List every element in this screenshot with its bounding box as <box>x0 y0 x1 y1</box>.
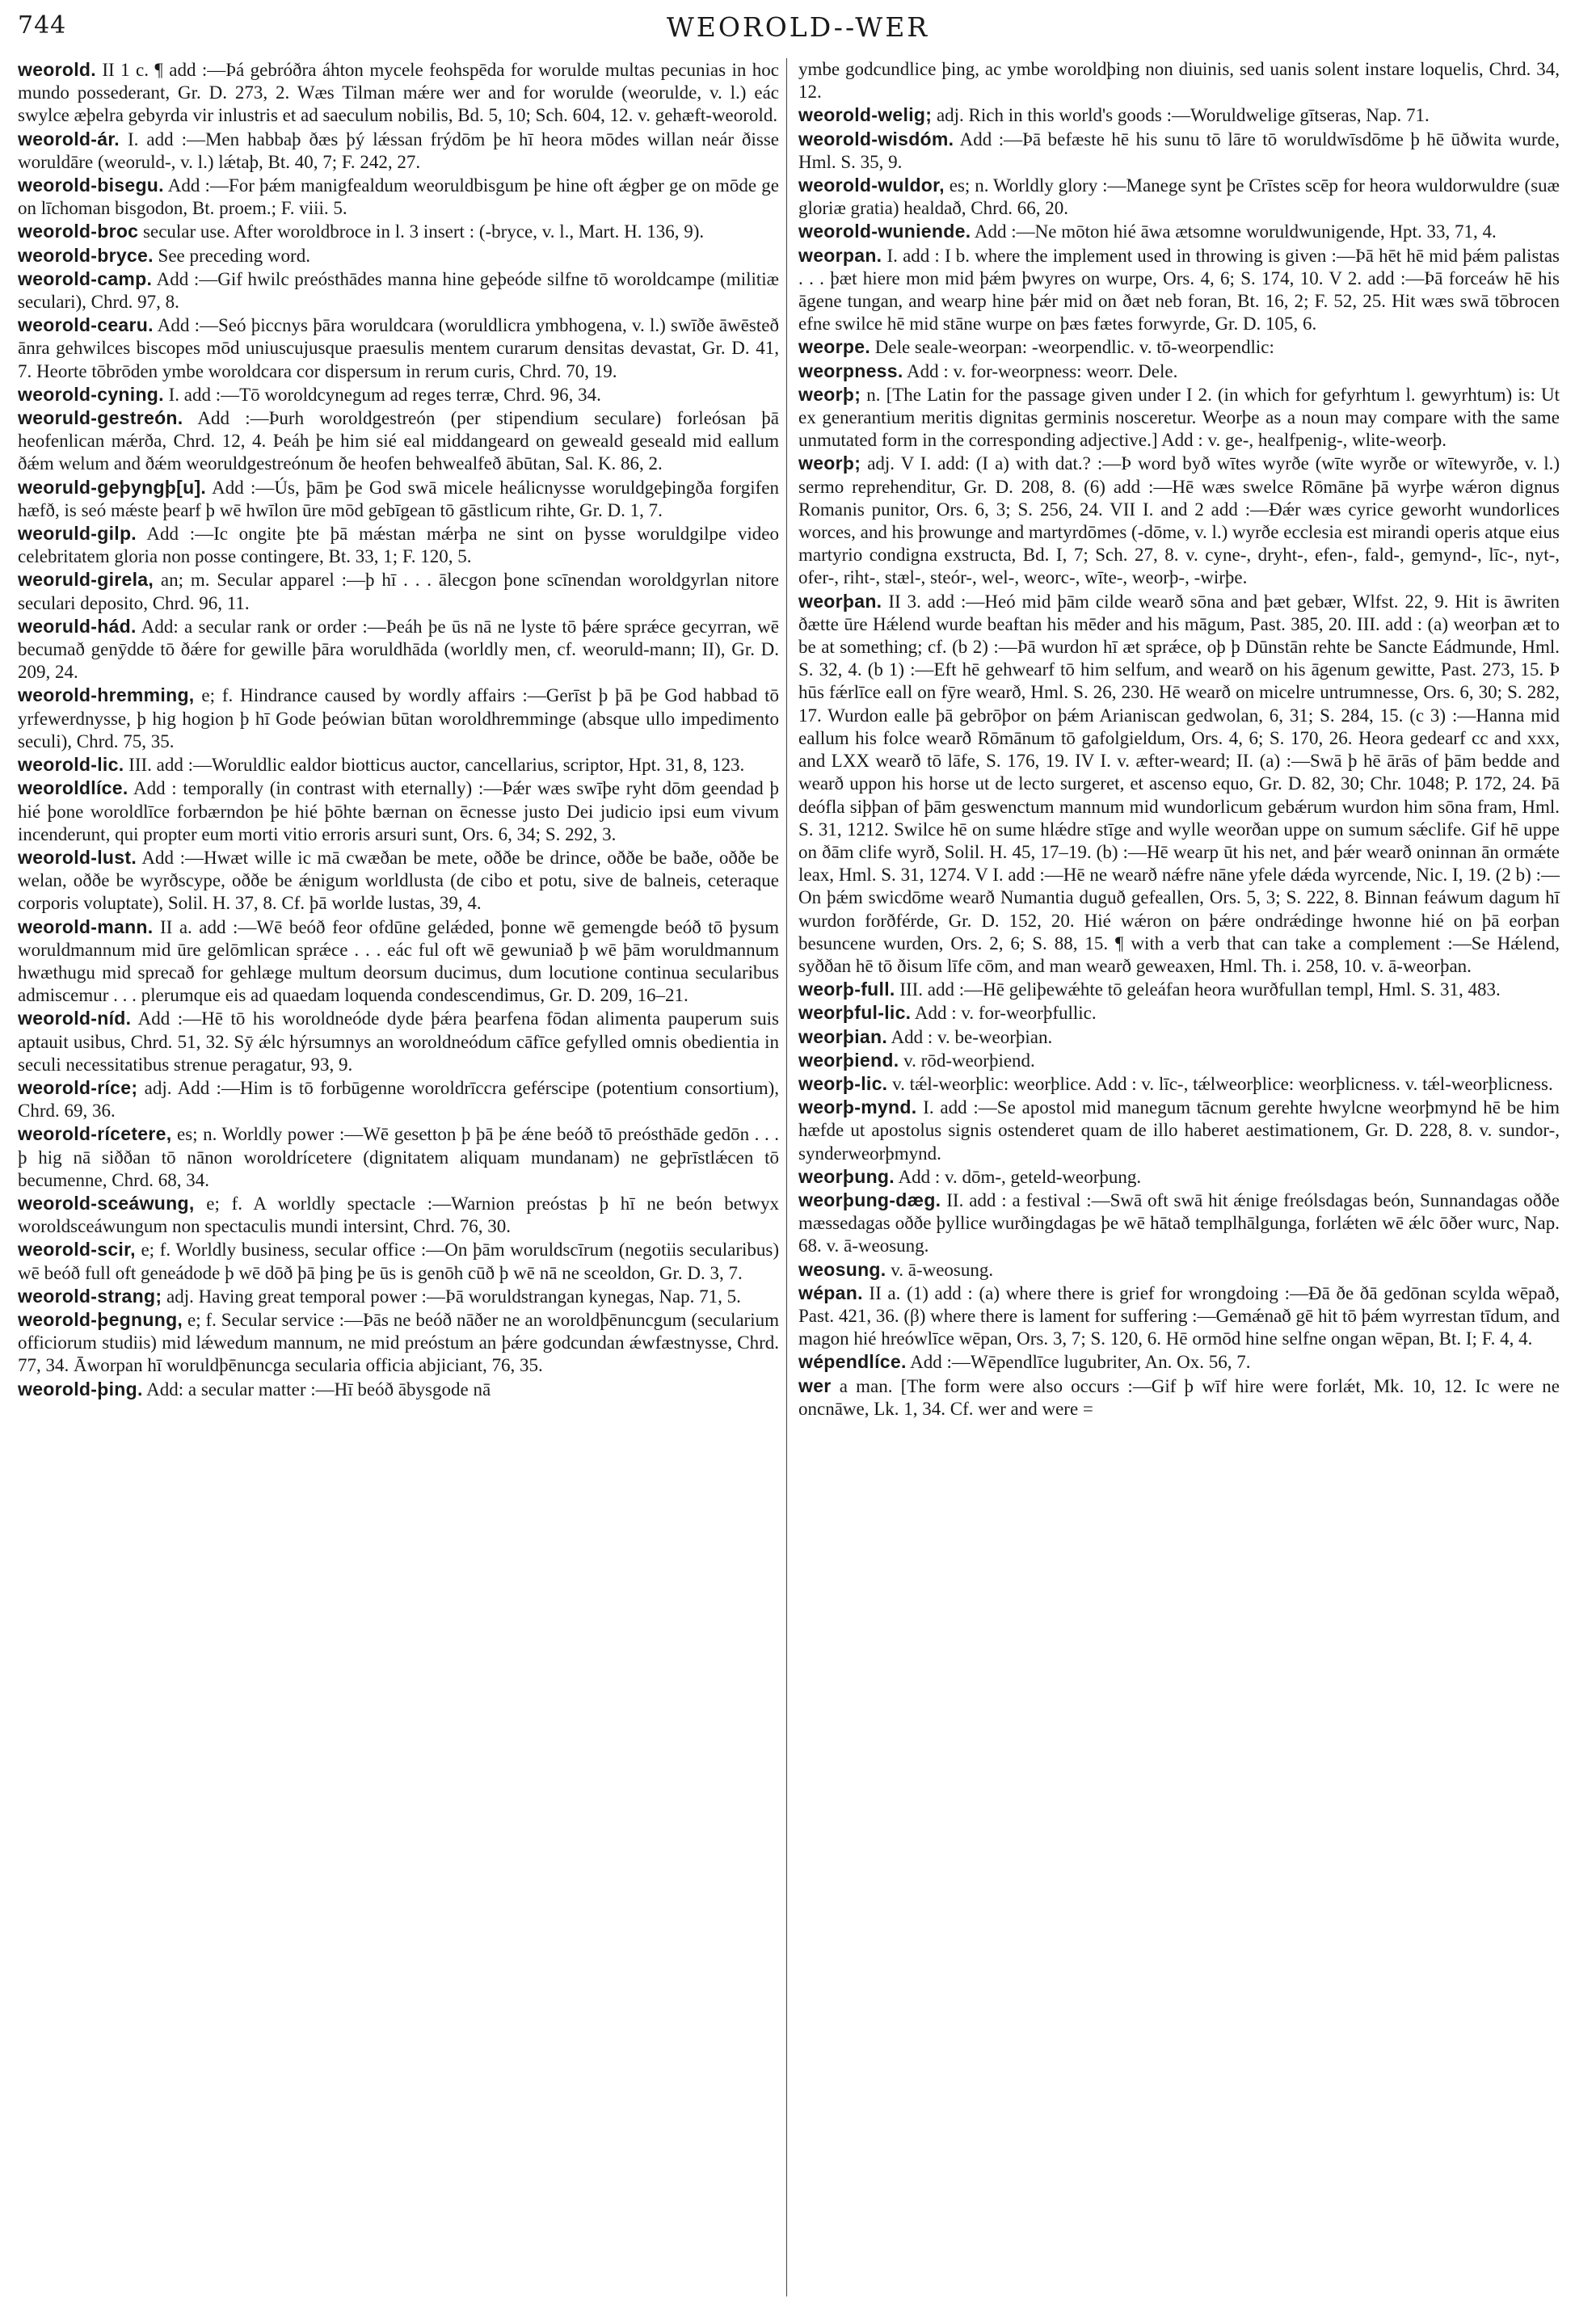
dictionary-entry <box>18 777 779 846</box>
entry-headword: weorþ-lic. <box>798 1072 888 1094</box>
entry-text: adj. V I. add: (I a) with dat.? :—Þ word byð wītes wyrðe (wīte wyrðe or wītewyrðe, v. l.) sermo reprehenditur, Gr. D. 208, 8. (6) add :—Hē wæs swelce Rōmāne þā wyrþe wǽron dignus Romanis punitor, Ors. 6, 3; S. 256, 24. VII I. and 2 add :—Ðǽr wæs cyrice geworht wundorlices worces, and his þrowunge and martyrdōmes (-dōme, v. l.) wyrðe ecclesia est mirandi operis atque eius martyrio condigna exstructa, Bd. I, 7; Sch. 27, 8. v. cyne-, dryht-, efen-, fald-, gemynd-, līc-, nyt-, ofer-, riht-, stæl-, steór-, wel-, weorc-, wīte-, weorþ-, -wirþe. <box>798 453 1560 588</box>
dictionary-entry <box>798 1350 1560 1374</box>
dictionary-entry <box>18 1122 779 1192</box>
entry-headword: weosung. <box>798 1258 886 1280</box>
entry-headword: weoruld-hád. <box>18 615 137 637</box>
entry-headword: weorold-ríce; <box>18 1076 138 1098</box>
entry-headword: weorold-cyning. <box>18 383 164 405</box>
entry-text: Add :—Þurh woroldgestreón (per stipendium seculare) forleósan þā heofenlican mǽrða, Chrd. 12, 4. Þeáh þe him sié eal middangeard on geweald geseald mid eallum ðǽm welum and ðǽm weoruldgestreónum ðe heofen behwealfeð ābūtan, Sal. K. 86, 2. <box>18 408 779 474</box>
entry-headword: weorþ; <box>798 383 861 405</box>
entry-headword: weoruld-geþyngþ[u]. <box>18 476 207 498</box>
entry-headword: weoruld-gestreón. <box>18 407 183 429</box>
entry-text: adj. Having great temporal power :—Þā woruldstrangan kynegas, Nap. 71, 5. <box>162 1286 741 1307</box>
dictionary-entry <box>798 1072 1560 1096</box>
entry-headword: weorold-lic. <box>18 754 124 776</box>
entry-text: II 3. add :—Heó mid þām cilde wearð sōna and þæt gebær, Wlfst. 22, 9. Hit is āwriten ðætte ūre Hǽlend wurde beaftan his mēder and his māgum, Past. 385, 20. III. add : (a) weorþan æt to be at something; cf. (b 2) :—Þā wurdon hī æt sprǽce, oþ þ Dūnstān rehte be Sancte Eádmunde, Hml. S. 32, 4. (b 1) :—Eft hē gehwearf tō him selfum, and wearð on his āgenum gewitte, Past. 273, 15. Þ hūs fǽrlīce eall on fȳre wearð, Hml. S. 26, 230. Hē wearð on micelre untrumnesse, Ors. 6, 30; S. 282, 17. Wurdon ealle þā gebrōþor on þǽm Arianiscan gedwolan, 6, 31; S. 284, 15. (c 3) :—Hanna mid eallum his folce wearð Rōmānum tō gafolgieldum, Ors. 4, 6; S. 170, 26. Heora gedearf cc and xxx, and LXX wearð tō lāfe, S. 176, 19. IV I. v. æfter-weard; II. (a) :—Swā þ hē ārās of þām bedde and wearð uppon his horse ut de lecto surgeret, et ascenso equo, Gr. D. 82, 30; Chr. 1048; P. 172, 24. Þā deófla siþþan of þām geswenctum mannum mid wundorlicum gebǽrum wurdon him sōna fram, Hml. S. 31, 1212. Swilce hē on sume hlǽdre stīge and wylle weorðan uppe on sumum sǽclife. Gif hē uppe on ðām clife wyrð, Solil. H. 45, 17–19. (b) :—Hē wearp ūt his net, and þǽr wearð oninnan ān ormǽte leax, Hml. S. 31, 1274. V I. add :—Hē ne wearð nǽfre nāne yfele dǽda wyrcende, Nic. I, 19. (2 b) :—On þǽm swicdōme wearð Numantia duguð gefeallen, Ors. 5, 3; S. 222, 8. Binnan feáwum dagum hī wurdon forðférde, Gr. D. 152, 20. Hié wǽron on þǽre ondrǽdinge hwonne hié on þā eorþan besuncene wurden, Ors. 2, 6; S. 88, 15. ¶ with a verb that can take a complement :—Se Hǽlend, syððan hē tō ðisum līfe cōm, and man wearð geweaxen, Hml. Th. i. 258, 10. v. ā-weorþan. <box>798 591 1560 976</box>
dictionary-entry <box>18 406 779 476</box>
page-number: 744 <box>18 11 67 40</box>
dictionary-entry <box>18 383 779 406</box>
entry-headword: weorold-ár. <box>18 128 120 149</box>
dictionary-entry <box>18 1308 779 1378</box>
entry-headword: weorold-wuniende. <box>798 221 971 242</box>
entry-headword: weorold-cearu. <box>18 314 154 336</box>
page-header <box>0 6 1596 45</box>
entry-headword: weorold-lust. <box>18 846 137 868</box>
entry-headword: weorold-níd. <box>18 1008 132 1029</box>
entry-text: v. tǽl-weorþlic: weorþlice. Add : v. līc-, tǽlweorþlice: weorþlicness. v. tǽl-weorþlicness. <box>887 1073 1553 1094</box>
entry-text: es; n. Worldly power :—Wē gesetton þ þā þe ǽne beóð tō preósthāde gedōn . . . þ hig nā siððan tō nānon woroldrícetere (dignitatem aliquam mundanam) ne geþrīstlǽcen tō becumenne, Chrd. 68, 34. <box>18 1124 779 1190</box>
entry-headword: weorold-welig; <box>798 104 933 126</box>
entry-text: Add : v. be-weorþian. <box>887 1026 1053 1047</box>
entry-headword: weorold-rícetere, <box>18 1123 172 1145</box>
dictionary-entry <box>18 916 779 1008</box>
entry-text: Add :—Wēpendlīce lugubriter, An. Ox. 56, 7. <box>906 1352 1251 1373</box>
dictionary-entry <box>798 103 1560 127</box>
dictionary-entry <box>18 522 779 568</box>
dictionary-entry <box>18 1238 779 1284</box>
entry-text: Add : v. dōm-, geteld-weorþung. <box>894 1166 1142 1187</box>
dictionary-entry <box>18 128 779 174</box>
dictionary-entry <box>798 1189 1560 1258</box>
dictionary-entry <box>798 174 1560 220</box>
entry-text: Add :—Seó þiccnys þāra woruldcara (woruldlicra ymbhogena, v. l.) swīðe āwēsteð ānra gehwilces biscopes mōd uniuscujusque praesulis mentem curarum densitas devastat, Gr. D. 41, 7. Heorte tōbrōden ymbe woroldcara cor dispersum in rerum curis, Chrd. 70, 19. <box>18 315 779 381</box>
entry-headword: weoruld-gilp. <box>18 523 137 545</box>
entry-headword: weorold-strang; <box>18 1285 162 1307</box>
entry-text: I. add :—Se apostol mid manegum tācnum gerehte hwylcne weorþmynd hē be him hæfde ut apostolus signis ostenderet quam de illo haberet aestimationem, Gr. D. 228, 8. v. sundor-, synderweorþmynd. <box>798 1097 1560 1164</box>
entry-text: Add :—Hē tō his woroldneóde dyde þǽra þearfena fōdan alimenta pauperum suis aptauit usibus, Chrd. 51, 32. Sȳ ǽlc hýrsumnys an woroldneódum cāfīce gefylled omnis obedientia in seculi necessitatibus strenue peragatur, 93, 9. <box>18 1008 779 1075</box>
entry-headword: weorþful-lic. <box>798 1002 912 1024</box>
entry-text: Add: a secular matter :—Hī beóð ābysgode nā <box>142 1379 491 1400</box>
entry-headword: wer <box>798 1374 832 1396</box>
entry-text: n. [The Latin for the passage given under I 2. (in which for gefyrhtum l. gewyrhtum) is: Ut ex generantium meritis dignitas germinis nosceretur. Weorþe as a noun may compare with the same unmutated form in the corresponding adjective.] Add : v. ge-, healfpenig-, wlite-weorþ. <box>798 384 1560 451</box>
entry-headword: weorþiend. <box>798 1049 899 1071</box>
entry-text: Add :—Gif hwilc preósthādes manna hine geþeóde silfne tō woroldcampe (militiæ seculari), Chrd. 97, 8. <box>18 268 779 313</box>
dictionary-entry <box>18 1076 779 1122</box>
dictionary-entry <box>18 753 779 777</box>
right-column <box>798 58 1560 1421</box>
entry-text: e; f. Hindrance caused by wordly affairs :—Gerīst þ þā þe God habbad tō yrfewerdnysse, þ hig hogion þ hī Gode þeówian būtan woroldhremminge (absque ullo impedimento seculi), Chrd. 75, 35. <box>18 685 779 751</box>
entry-headword: weorold-þegnung, <box>18 1308 183 1330</box>
entry-text: I. add :—Tō woroldcynegum ad reges terræ, Chrd. 96, 34. <box>163 384 601 405</box>
entry-headword: weorold-bryce. <box>18 244 154 266</box>
entry-text: secular use. After woroldbroce in l. 3 insert : (-bryce, v. l., Mart. H. 136, 9). <box>138 221 705 242</box>
entry-headword: weorold-hremming, <box>18 684 195 706</box>
entry-headword: weorþ-full. <box>798 979 895 1000</box>
dictionary-entry <box>798 1049 1560 1072</box>
entry-text: Add :—Hwæt wille ic mā cwæðan be mete, oððe be drince, oððe be baðe, oððe be welan, oððe be wyrðscype, oððe be ǽnigum worldlusta (de cibo et potu, sive de balneis, ceteraque corporis voluptate), Solil. H. 37, 8. Cf. þā worlde lustas, 39, 4. <box>18 847 779 914</box>
entry-text: II a. (1) add : (a) where there is grief for wrongdoing :—Ðā ðe ðā gedōnan scylda wēpað, Past. 421, 36. (β) where there is lament for suffering :—Gemǽnað gē hit tō þǽm wyrrestan tīdum, and magon hié hreówlīce wēpan, Ors. 3, 7; S. 120, 6. Hē ormōd hine selfne ongan wēpan, Bt. I; F. 4, 4. <box>798 1282 1560 1349</box>
entry-headword: weorþian. <box>798 1025 888 1047</box>
entry-headword: weorpan. <box>798 244 882 266</box>
entry-headword: weorþung-dæg. <box>798 1189 941 1210</box>
dictionary-entry <box>798 452 1560 589</box>
dictionary-entry <box>18 58 779 128</box>
dictionary-entry <box>798 128 1560 174</box>
dictionary-entry <box>18 1285 779 1308</box>
entry-headword: weorold-þing. <box>18 1378 143 1400</box>
entry-text: e; f. Worldly business, secular office :—On þām woruldscīrum (negotiis secularibus) wē beóð full oft geneádode þ wē dōð þā þing þe ūs is genōh cūð þ wē nā ne sceoldon, Gr. D. 3, 7. <box>18 1240 779 1283</box>
dictionary-entry <box>798 1001 1560 1025</box>
entry-text: II a. add :—Wē beóð feor ofdūne gelǽded, þonne wē gemengde beóð tō þysum woruldmannum mid ūre gelōmlican sprǽce . . . eác ful oft wē gewuniað þ wē þām woruldmannum hwæthugu mid sprecað for gehlæge multum deorsum ducimus, dum locutione continua secularibus admiscemur . . . plerumque eis ad quaedam loquenda condescendimus, Gr. D. 209, 16–21. <box>18 916 779 1006</box>
dictionary-entry <box>18 684 779 753</box>
entry-headword: weorþ; <box>798 453 861 474</box>
dictionary-entry <box>798 335 1560 359</box>
entry-text: III. add :—Hē geliþewǽhte tō geleáfan heora wurðfullan templ, Hml. S. 31, 483. <box>895 979 1501 1000</box>
entry-text: II 1 c. ¶ add :—Þá gebróðra áhton mycele feohspēda for worulde multas pecunias in hoc mundo possederant, Gr. D. 273, 2. Wæs Tilman mǽre wer and for worulde (weorulde, v. l.) eác swylce æþelra gebyrda vir inlustris et ad saeculum nobilis, Bd. 5, 10; Sch. 604, 12. v. gehæft-weorold. <box>18 60 779 126</box>
entry-headword: weorold-mann. <box>18 916 154 937</box>
dictionary-entry <box>798 1282 1560 1351</box>
entry-headword: wépan. <box>798 1282 863 1303</box>
entry-text: III. add :—Woruldlic ealdor biotticus auctor, cancellarius, scriptor, Hpt. 31, 8, 123. <box>124 755 745 776</box>
entry-headword: weorold-broc <box>18 221 139 242</box>
entry-headword: weorþung. <box>798 1165 895 1187</box>
entry-text: es; n. Worldly glory :—Manege synt þe Crīstes scēp for heora wuldorwuldre (suæ gloriæ gratia) healdað, Chrd. 66, 20. <box>798 175 1560 219</box>
dictionary-entry <box>798 383 1560 453</box>
dictionary-entry <box>798 1025 1560 1049</box>
dictionary-entry <box>18 476 779 522</box>
dictionary-entry <box>798 1165 1560 1189</box>
entry-text: Add :—For þǽm manigfealdum weoruldbisgum þe hine oft ǽgþer ge on mōde ge on līchoman bisgodon, Bt. proem.; F. viii. 5. <box>18 175 779 219</box>
left-column <box>18 58 779 1401</box>
dictionary-entry <box>798 1096 1560 1165</box>
entry-text: Add :—Ic ongite þte þā mǽstan mǽrþa ne sint on þysse woruldgilpe video celebritatem gloria non posse contingere, Bt. 33, 1; F. 120, 5. <box>18 524 779 567</box>
dictionary-entry <box>18 1378 779 1401</box>
dictionary-entry <box>18 244 779 267</box>
entry-text: Add :—Ús, þām þe God swā micele heálicnysse woruldgeþingða forgifen hæfð, is seó mǽste þearf þ wē hwīlon ūre mōd gebīgean tō gāstlicum rihte, Gr. D. 1, 7. <box>18 477 779 520</box>
entry-text: Add :—Þā befæste hē his sunu tō lāre tō woruldwīsdōme þ hē ūðwita wurde, Hml. S. 35, 9. <box>798 128 1560 172</box>
entry-headword: weorold-wisdóm. <box>798 128 954 149</box>
dictionary-entry <box>18 615 779 684</box>
dictionary-entry <box>798 1374 1560 1421</box>
running-title: WEOROLD--WER <box>666 11 930 43</box>
entry-text: v. ā-weosung. <box>886 1259 994 1280</box>
entry-headword: weorþan. <box>798 590 882 612</box>
entry-headword: weorold-camp. <box>18 267 153 289</box>
entry-headword: weoroldlíce. <box>18 777 128 799</box>
entry-text: Add : temporally (in contrast with eternally) :—Þǽr wæs swīþe ryht dōm geendad þ hié þone woroldlīce forbærndon þe hié þōhte bærnan on ēcnesse justo Dei judicio ipsi eum vivum incenderunt, qui propter eum morti vitio erroris arsuri sunt, Ors. 6, 34; S. 292, 3. <box>18 778 779 844</box>
entry-text: an; m. Secular apparel :—þ hī . . . ālecgon þone scīnendan woroldgyrlan nitore seculari deposito, Chrd. 96, 11. <box>18 570 779 613</box>
entry-headword: weoruld-girela, <box>18 569 154 591</box>
dictionary-entry <box>798 590 1560 978</box>
entry-text: Add : v. for-weorpness: weorr. Dele. <box>903 360 1178 381</box>
dictionary-entry <box>18 568 779 614</box>
entry-text: Dele seale-weorpan: -weorpendlic. v. tō-weorpendlic: <box>870 337 1274 358</box>
entry-text: Add :—Ne mōton hié āwa ætsomne woruldwunigende, Hpt. 33, 71, 4. <box>971 221 1497 242</box>
dictionary-entry <box>18 267 779 314</box>
dictionary-entry <box>18 846 779 916</box>
dictionary-entry <box>798 58 1560 103</box>
entry-text: See preceding word. <box>153 245 310 266</box>
entry-text: I. add :—Men habbaþ ðæs þý lǽssan frýdōm þe hī heora mōdes willan neár ðisse woruldāre (weoruld-, v. l.) lǽtaþ, Bt. 40, 7; F. 242, 27. <box>18 128 779 172</box>
dictionary-entry <box>798 1258 1560 1282</box>
entry-headword: weorold-wuldor, <box>798 175 945 196</box>
entry-headword: weorold-scir, <box>18 1239 136 1261</box>
dictionary-entry <box>798 978 1560 1001</box>
dictionary-entry <box>18 314 779 383</box>
dictionary-entry <box>18 1007 779 1076</box>
entry-headword: weorpe. <box>798 336 871 358</box>
dictionary-entry <box>18 1192 779 1238</box>
entry-text: I. add : I b. where the implement used in throwing is given :—Þā hēt hē mid þǽm palistas . . . þæt hiere mon mid þǽm þwyres on wurpe, Ors. 4, 6; S. 174, 10. V 2. add :—Þā forceáw hē his āgene tungan, and wearp hine þǽr mid on ðæt neb foran, Bt. 16, 2; F. 52, 25. Hit wæs swā tōbrocen efne swilce hē mid stāne wurpe on þæs fætes forwyrde, Gr. D. 105, 6. <box>798 245 1560 335</box>
entry-text: Add : v. for-weorþfullic. <box>911 1003 1097 1024</box>
entry-text: v. rōd-weorþiend. <box>899 1050 1035 1071</box>
entry-headword: weorold. <box>18 59 96 80</box>
dictionary-entry <box>18 220 779 243</box>
entry-headword: weorold-bisegu. <box>18 175 164 196</box>
entry-text: e; f. Secular service :—Þās ne beóð nāðer ne an woroldþēnuncgum (secularium officiorum studiis) mid lǽwedum mannum, ne mid preóstum an þǽre godcundan ǽwfæstnysse, Chrd. 77, 34. Āworpan hī woruldþēnuncga secularia officia abjiciant, 76, 35. <box>18 1309 779 1376</box>
entry-headword: weorþ-mynd. <box>798 1097 917 1118</box>
entry-headword: weorpness. <box>798 360 903 381</box>
entry-text: ymbe godcundlice þing, ac ymbe woroldþing non diuinis, sed uanis solent instare loquelis, Chrd. 34, 12. <box>798 59 1560 103</box>
entry-text: e; f. A worldly spectacle :—Warnion preóstas þ hī ne beón betwyx woroldsceáwungum non spectaculis mundi intersint, Chrd. 76, 30. <box>18 1193 779 1237</box>
dictionary-entry <box>798 244 1560 336</box>
entry-text: II. add : a festival :—Swā oft swā hit ǽnige freólsdagas beón, Sunnandagas oððe mæssedagas oððe þyllice wurðingdagas þe wē hātað templhālgunga, forlǽten wē ǽlc ōðer wurc, Nap. 68. v. ā-weosung. <box>798 1189 1560 1257</box>
entry-headword: wépendlíce. <box>798 1351 907 1373</box>
column-divider <box>786 58 787 2296</box>
dictionary-entry <box>798 360 1560 383</box>
entry-text: a man. [The form were also occurs :—Gif þ wīf hire were forlǽt, Mk. 10, 12. Ic were ne oncnāwe, Lk. 1, 34. Cf. wer and were = <box>798 1375 1560 1419</box>
entry-text: adj. Rich in this world's goods :—Woruldwelige gītseras, Nap. 71. <box>932 105 1430 126</box>
dictionary-entry <box>798 220 1560 243</box>
dictionary-entry <box>18 174 779 220</box>
entry-headword: weorold-sceáwung, <box>18 1192 195 1214</box>
entry-text: adj. Add :—Him is tō forbūgenne woroldrīccra geférscipe (potentium consortium), Chrd. 69, 36. <box>18 1077 779 1122</box>
entry-text: Add: a secular rank or order :—Þeáh þe ūs nā ne lyste tō þǽre sprǽce gecyrran, wē becumað genȳdde tō ðǽre for gewille þāra woruldhāda (worldly men, cf. weoruld-mann; II), Gr. D. 209, 24. <box>18 616 779 683</box>
